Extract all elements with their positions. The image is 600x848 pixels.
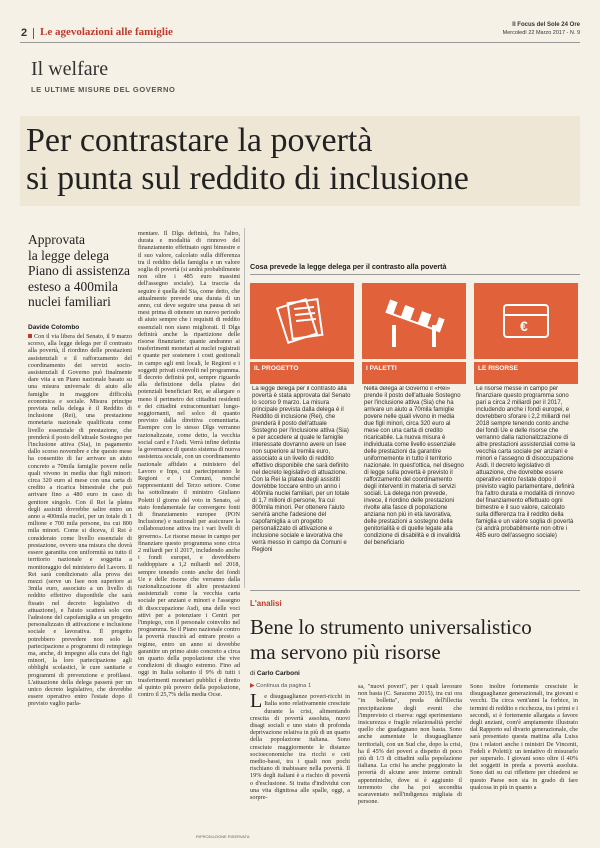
column-divider — [244, 228, 245, 588]
article-column-2 — [138, 230, 240, 840]
headline-line-1: Per contrastare la povertà — [26, 122, 373, 159]
section-title: Il welfare — [31, 58, 109, 80]
card-risorse-image — [474, 283, 578, 359]
issue-date: Mercoledì 22 Marzo 2017 - N. 9 — [502, 30, 580, 36]
card-risorse-label: LE RISORSE — [474, 362, 578, 384]
card-progetto-text: La legge delega per il contrasto alla povertà è stata approvata dal Senato lo scorso 9 marzo. La misura principale prevista dalla delega è il Reddito di inclusione (Rei), che prenderà il posto dell'attuale Sostegno per l'inclusione attiva (Sia) e per accedere al quale le famiglie interessate dovranno avere un Isee non superiore al tremila euro, associato a un livello di reddito effettivo disponibile che sarà definito nel decreto legislativo di attuazione. Con la Rei la platea degli assistiti dovrebbe toccare entro un anno i 400mila nuclei familiari, per un totale di 1,7 milioni di persone, fra cui 800mila minori. Per ottenere l'aiuto servirà anche l'adesione del capofamiglia a un progetto personalizzato di attivazione e inclusione sociale e lavorativa che verrà messo in campo da Comuni e Regioni — [252, 386, 351, 553]
analysis-author: Carlo Carboni — [256, 670, 300, 677]
standfirst-line: Approvata — [28, 232, 85, 247]
infobox-title-rule — [250, 274, 580, 275]
card-paletti-label: I PALETTI — [362, 362, 466, 384]
card-paletti-text: Nella delega al Governo il «Rei» prende il posto dell'attuale Sostegno per l'inclusione attiva (Sia) che ha arrivare un aiuto a 70mila famiglie povere nelle quali vivono in media due figli minori, circa 320 euro al mese con una carta di credito ricaricabile. La nuova misura è individuata come livello essenziale delle prestazioni da garantire uniformemente in tutto il territorio nazionale. In quest'ottica, nel disegno di legge sulla povertà è previsto il rafforzamento del coordinamento degli interventi in materia di servizi sociali. La delega non prevede, invece, il riordino delle prestazioni rivolte alla fasce di popolazione anziana non più in età lavorativa, delle prestazioni a sostegno della genitorialità e di quelle legate alla condizione di disabilità e di invalidità del beneficiario — [364, 386, 464, 546]
analysis-text-col2: sa, "nuovi poveri", per i quali lavorare non basta (C. Saraceno 2015), tra cui ora "in bolletta", preda dell'illecita precipitazione degli eventi che l'imprevisto ci riserva: oggi sperimentano insicurezza e fragile relazionalità perché quello che guadagnano non basta. Sono anche aumentate le disuguaglianze territoriali, con un Sud che, dopo la crisi, ha il 45% dei poveri a dispetto di poco più di 1/3 di cittadini sulla popolazione italiana. La crisi ha anche peggiorato la povertà di alcune aree interne centrali appenniniche, dove si è aggiunto il terremoto che ha poi secondita scaraventato nell'indigenza migliaia di persone. — [358, 683, 462, 806]
standfirst-line: esteso a 400mila — [28, 278, 118, 294]
square-bullet — [28, 334, 32, 338]
analysis-title-line-1: Bene lo strumento universalistico — [250, 615, 532, 639]
section-kicker — [33, 28, 34, 39]
continues-text: Continua da pagina 1 — [256, 683, 312, 689]
analysis-rule — [250, 590, 580, 591]
article-column-1 — [28, 333, 132, 838]
reproduction-notice: RIPRODUZIONE RISERVATA — [196, 834, 250, 839]
documents-icon — [250, 283, 354, 359]
article-text-col1: Con il via libera del Senato, il 9 marzo scorso, alla legge delega per il contrasto alla povertà, il riordino delle prestazioni assistenziali e il rafforzamento del coordinamento dei servizi socio-assistenziali il Governo può finalmente dare vita a un Piano nazionale basato su una misura universale di aiuto alle famiglie in maggiore difficoltà economica e sociale. Misura principe prevista nella delega è il Reddito di inclusione (Rei), una prestazione monetaria nazionale qualificata come livello essenziale di prestazione, che prenderà il posto dell'attuale Sostegno per l'inclusione attiva (Sia), in pagamento dallo scorso novembre e che questo mese ha consentito di far arrivare un aiuto concreto a 70mila famiglie povere nelle quali vivono in media due figli minori: circa 320 euro al mese con una carta di credito a ricarica bimestrale che può arrivare fino a 480 euro in caso di genitore singolo. Con il Rei la platea degli assistiti dovrebbe salire entro un anno a 400mila nuclei, per un totale di 1 milione e 700 mila persone, tra cui 800 mila minori. Come si diceva, il Rei è considerato come livello essenziale di prestazione, ovvero una misura che dovrà essere garantita con uniformità su tutto il territorio nazionale e soggetta a monitoraggio del ministero del Lavoro. Il Rei sarà condizionato alla prova dei mezzi (serve un Isee non superiore ai 3mila euro, associato a un livello di reddito effettivo disponibile che sarà fissato nel decreto legislativo di attuazione), e l'aiuto scatterà solo con l'adesione del capofamiglia a un progetto personalizzato di attivazione e inclusione sociale e lavorativa. Il progetto potrebbero prevedere non solo la partecipazione a programmi di reimpiego ma, anche, di impegno alla cura dei figli minori, la loro partecipazione agli obblighi scolastici, le cure sanitarie e programmi di prevenzione e profilassi. L'attuazione della delega passerà per un unico decreto legislativo, che dovrebbe essere operativo entro l'estate dopo il previsto vaglio parla- — [28, 333, 132, 708]
standfirst-line: Piano di assistenza — [28, 263, 130, 278]
barrier-icon — [362, 283, 466, 359]
brand-name: Il Focus del Sole 24 Ore — [512, 22, 580, 28]
analysis-text-col3: Sono inoltre fortemente cresciute le disuguaglianze generazionali, tra giovani e vecchi. Da circa vent'anni la forbice, in termini di reddito e ricchezza, tra i primi e i secondi, si è fortemente allargata a favore degli anziani, com'è ampiamente illustrato dal Rapporto sul divario generazionale, che sarà presentato questa mattina alla Luiss (tra i relatori anche i ministri De Vincenti, Fedeli e Poletti): un tentativo di misurarlo per superarlo. I giovani sono oltre il 40% dei soggetti in preda a povertà assoluta. Sono dati su cui riflettere per chiedersi se questo Paese non sia in grado di fare qualcosa in più in quanto a — [470, 683, 578, 791]
standfirst — [28, 232, 138, 310]
section-name: Le agevolazioni alle famiglie — [40, 26, 173, 38]
standfirst-line: la legge delega — [28, 247, 109, 263]
article-text-col2: mentare. Il Dlgs definirà, fra l'altro, durata e modalità di rinnovo del finanziamento effettuato ogni bimestre e il suo valore, calcolato sulla differenza tra il reddito della famiglia e un valore soglia di povertà (si andrà probabilmente non oltre i 485 euro massimi dell'assegno sociale). La traccia da seguire è quella del Sia, come detto, che attualmente prevede una durata di un anno, cui deve seguire una pausa di sei mesi prima di ottenere un nuovo periodo di aiuto sempre che i requisiti di reddito essenziali non siano migliorati. Il Dlgs definirà anche la ripartizione delle risorse finanziarie: quante andranno ai trasferimenti monetari ai nuclei registrati e quante per sostenere i costi gestionali in campo agli enti locali, le Regioni e i soggetti privati coinvolti nel programma. Il decreto definirà poi, sempre riguardo alla definizione della platea dei potenziali beneficiari Rei, se allargare o meno il perimetro dei cittadini residenti e dei cittadini extracomunitari lungo-soggiornanti, nel solco di quanto previsto dalla direttiva comunitaria. Esempre con lo stesso Dlgs verranno razionalizzate, come detto, la vecchia social card e l'Asdi. Verrà infine definita la governance di questo sistema di nuova assistenza sociale, con un coordinamento nazionale affidato a ministero del Lavoro e Inps, cui parteciperanno le Regioni e i Comuni, nonché rappresentanti del Terzo settore. Come ha sottolineato il ministro Giuliano Poletti il giorno del voto in Senato, «è stato fondamentale far convergere fonti di finanziamento europee (PON Inclusione) e nazionali per assicurare la collaborazione attiva tra i vari livelli di governo». Le risorse messe in campo per finanziare questo programma sono circa 2 miliardi per il 2017, includendo anche i fondi europei, e dovrebbero raddoppiare a 1,2 miliardi nel 2018, sempre tenendo conto anche dei fondi Ue e delle risorse che verranno dalla razionalizzazione di altre prestazioni assistenziali come la vecchia carta sociale per anziani e minori e l'assegno di disoccupazione Asdi, una delle voci attivi per a potenziare i Centri per l'impiego, con il personale coinvolto nel programma. Se il Piano nazionale contro la povertà riuscirà ad entrare presto a regime, entro un anno si dovrebbe garantire un primo aiuto concreto a circa un quarto della popolazione che vive condizioni di disagio estremo. Fino ad oggi in Italia soltanto il 9% di tutti i trasferimenti monetari pubblici è diretto al quinto più povero della popolazione, contro il 25,7% della media Ocse. — [138, 230, 240, 698]
analysis-column-1 — [250, 683, 350, 841]
page-number: 2 — [21, 27, 28, 39]
analysis-kicker: L'analisi — [250, 599, 282, 608]
analysis-column-2 — [358, 683, 462, 841]
svg-text:€: € — [520, 318, 528, 334]
infobox-title: Cosa prevede la legge delega per il contrasto alla povertà — [250, 262, 447, 271]
continue-arrow-icon: ▶ — [250, 683, 255, 689]
analysis-byline — [250, 670, 300, 677]
byline: Davide Colombo — [28, 324, 80, 331]
section-subtitle: LE ULTIME MISURE DEL GOVERNO — [31, 85, 176, 94]
card-paletti-image — [362, 283, 466, 359]
euro-wallet-icon — [474, 283, 578, 359]
header-rule — [20, 42, 580, 43]
headline-line-2: si punta sul reddito di inclusione — [26, 160, 469, 197]
analysis-title-line-2: ma servono più risorse — [250, 640, 441, 664]
card-progetto-image — [250, 283, 354, 359]
standfirst-line: nuclei familiari — [28, 294, 111, 309]
analysis-text-col1: e disuguaglianze poveri-ricchi in Italia sono relativamente cresciute durante la crisi, alimentando crescita di povertà assoluta, nuovi disagi sociali e uno stato di profonda deprivazione relativa in più di un quarto della popolazione italiana. Sono cresciute maggiormente le distanze socioeconomiche tra ricchi e ceti medio-bassi, tra i quali non pochi rischiano di inabissare nella povertà. Il 19% degli italiani è a rischio di povertà o d'esclusione. Si tratta d'individui con una vita dignitosa alle spalle, oggi, a sorpre- — [250, 693, 350, 802]
analysis-column-3 — [470, 683, 578, 841]
byline-prefix: di — [250, 670, 256, 677]
drop-cap: L — [250, 690, 263, 713]
continues-note — [250, 683, 350, 690]
card-progetto-label: IL PROGETTO — [250, 362, 354, 384]
card-risorse-text: Le risorse messe in campo per finanziare questo programma sono pari a circa 2 miliardi per il 2017, includendo anche i fondi europei, e dovrebbero sforare i 2,2 miliardi nel 2018 sempre tenendo conto anche dei fondi Ue e delle risorse che verranno dalla razionalizzazione di altre prestazioni assistenziali come la vecchia carta sociale per anziani e minori e l'assegno di disoccupazione Asdi. Il decreto legislativo di attuazione, che dovrebbe essere operativo entro l'estate dopo il previsto vaglio parlamentare, definirà fra l'altro durata e modalità di rinnovo del finanziamento effettuato ogni bimestre e il suo valore, calcolato sulla differenza tra il reddito della famiglia e un valore soglia di povertà (si andrà probabilmente non oltre i 485 euro dell'assegno sociale) — [476, 386, 576, 539]
